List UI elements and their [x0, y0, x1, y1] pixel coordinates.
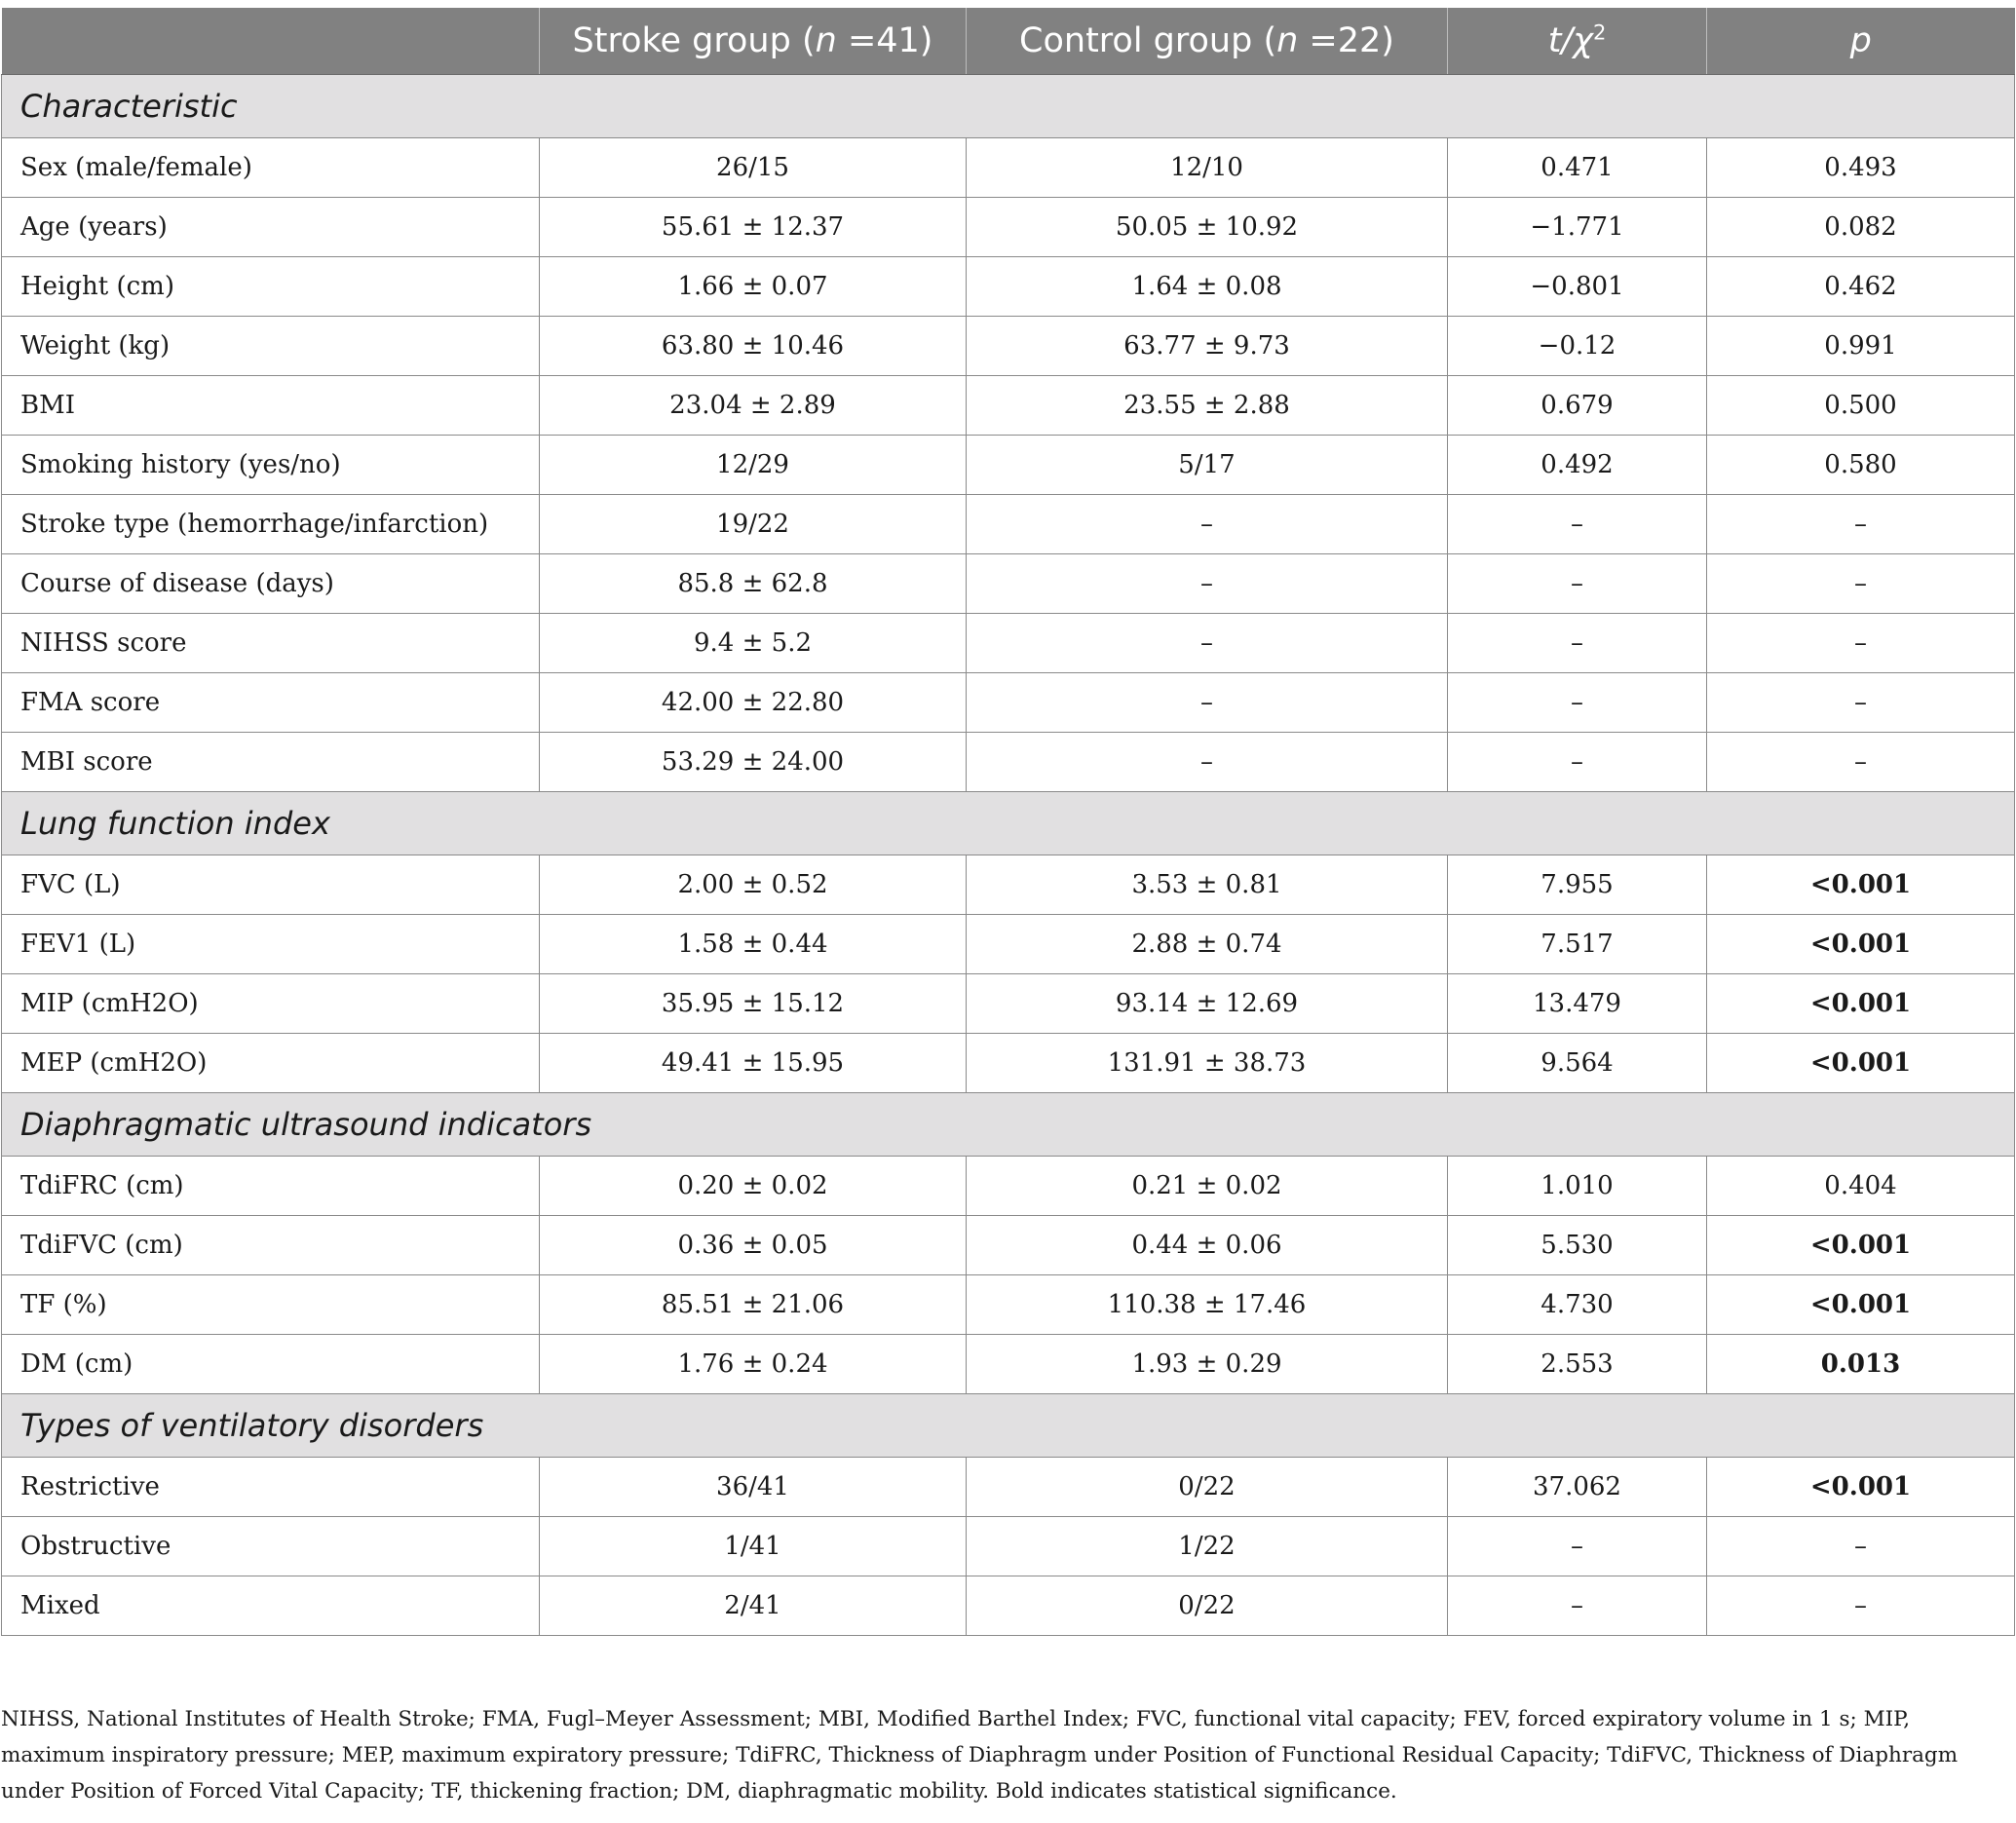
header-blank [2, 8, 540, 75]
statistic-value: – [1448, 673, 1707, 733]
p-value: 0.493 [1707, 138, 2015, 198]
header-control-n: n [1276, 21, 1299, 60]
p-value: – [1707, 673, 2015, 733]
table-row [2, 495, 2015, 554]
stroke-value: 1.66 ± 0.07 [540, 257, 967, 317]
section-row [2, 792, 2015, 855]
header-stroke-group [540, 8, 967, 75]
row-label: Restrictive [2, 1458, 540, 1517]
stroke-value: 19/22 [540, 495, 967, 554]
control-value: 0/22 [967, 1576, 1448, 1636]
statistic-value: 1.010 [1448, 1157, 1707, 1216]
p-value: <0.001 [1707, 1216, 2015, 1275]
table-row [2, 614, 2015, 673]
results-table-container [1, 8, 2014, 1636]
table-row [2, 1458, 2015, 1517]
statistic-value: −1.771 [1448, 198, 1707, 257]
p-value: <0.001 [1707, 1275, 2015, 1335]
p-value: – [1707, 733, 2015, 792]
table-row [2, 198, 2015, 257]
p-value: – [1707, 495, 2015, 554]
stroke-value: 36/41 [540, 1458, 967, 1517]
section-row [2, 1093, 2015, 1157]
stroke-value: 12/29 [540, 436, 967, 495]
control-value: 3.53 ± 0.81 [967, 855, 1448, 915]
table-footnote: NIHSS, National Institutes of Health Stroke; FMA, Fugl–Meyer Assessment; MBI, Modified Barthel Index; FVC, functional vital capacity; FEV, forced expiratory volume in 1 s; MIP, maximum inspiratory pressure; MEP, maximum expiratory pressure; TdiFRC, Thickness of Diaphragm under Position of Functional Residual Capacity; TdiFVC, Thickness of Diaphragm under Position of Forced Vital Capacity; TF, thickening fraction; DM, diaphragmatic mobility. Bold indicates statistical significance. [1, 1707, 1959, 1804]
stroke-value: 2.00 ± 0.52 [540, 855, 967, 915]
row-label: Age (years) [2, 198, 540, 257]
statistic-value: 2.553 [1448, 1335, 1707, 1394]
statistic-value: −0.801 [1448, 257, 1707, 317]
stroke-value: 1/41 [540, 1517, 967, 1576]
p-value: – [1707, 1576, 2015, 1636]
control-value: 5/17 [967, 436, 1448, 495]
row-label: BMI [2, 376, 540, 436]
p-value: 0.082 [1707, 198, 2015, 257]
table-row [2, 257, 2015, 317]
header-chi-sup: 2 [1592, 20, 1607, 45]
section-title: Characteristic [2, 75, 2015, 138]
table-row [2, 138, 2015, 198]
table-row [2, 915, 2015, 974]
row-label: Sex (male/female) [2, 138, 540, 198]
p-value: <0.001 [1707, 974, 2015, 1034]
statistic-value: 7.517 [1448, 915, 1707, 974]
control-value: 131.91 ± 38.73 [967, 1034, 1448, 1093]
row-label: Stroke type (hemorrhage/infarction) [2, 495, 540, 554]
header-control-pre: Control group ( [1019, 21, 1277, 60]
stroke-value: 2/41 [540, 1576, 967, 1636]
control-value: 50.05 ± 10.92 [967, 198, 1448, 257]
p-value: <0.001 [1707, 1458, 2015, 1517]
table-row [2, 1576, 2015, 1636]
control-value: 1.93 ± 0.29 [967, 1335, 1448, 1394]
table-row [2, 1034, 2015, 1093]
row-label: Height (cm) [2, 257, 540, 317]
stroke-value: 85.8 ± 62.8 [540, 554, 967, 614]
header-p-value: p [1707, 8, 2015, 75]
statistic-value: – [1448, 495, 1707, 554]
statistic-value: – [1448, 1517, 1707, 1576]
row-label: TdiFRC (cm) [2, 1157, 540, 1216]
row-label: Smoking history (yes/no) [2, 436, 540, 495]
table-row [2, 974, 2015, 1034]
p-value: – [1707, 1517, 2015, 1576]
header-t: t [1547, 21, 1562, 60]
section-row [2, 1394, 2015, 1458]
table-row [2, 1157, 2015, 1216]
table-row [2, 317, 2015, 376]
stroke-value: 1.76 ± 0.24 [540, 1335, 967, 1394]
control-value: 0.21 ± 0.02 [967, 1157, 1448, 1216]
row-label: MEP (cmH2O) [2, 1034, 540, 1093]
control-value: 93.14 ± 12.69 [967, 974, 1448, 1034]
table-row [2, 376, 2015, 436]
table-row [2, 855, 2015, 915]
stroke-value: 0.20 ± 0.02 [540, 1157, 967, 1216]
p-value: <0.001 [1707, 855, 2015, 915]
stroke-value: 26/15 [540, 138, 967, 198]
statistic-value: 0.679 [1448, 376, 1707, 436]
control-value: 2.88 ± 0.74 [967, 915, 1448, 974]
control-value: – [967, 673, 1448, 733]
stroke-value: 85.51 ± 21.06 [540, 1275, 967, 1335]
row-label: TF (%) [2, 1275, 540, 1335]
stroke-value: 23.04 ± 2.89 [540, 376, 967, 436]
p-value: 0.991 [1707, 317, 2015, 376]
stroke-value: 9.4 ± 5.2 [540, 614, 967, 673]
stroke-value: 35.95 ± 15.12 [540, 974, 967, 1034]
section-title: Diaphragmatic ultrasound indicators [2, 1093, 2015, 1157]
stroke-value: 0.36 ± 0.05 [540, 1216, 967, 1275]
statistic-value: 13.479 [1448, 974, 1707, 1034]
statistic-value: 37.062 [1448, 1458, 1707, 1517]
row-label: Course of disease (days) [2, 554, 540, 614]
statistic-value: 9.564 [1448, 1034, 1707, 1093]
p-value: <0.001 [1707, 915, 2015, 974]
statistic-value: −0.12 [1448, 317, 1707, 376]
statistic-value: 0.471 [1448, 138, 1707, 198]
control-value: 110.38 ± 17.46 [967, 1275, 1448, 1335]
row-label: Mixed [2, 1576, 540, 1636]
table-row [2, 1216, 2015, 1275]
control-value: – [967, 733, 1448, 792]
section-title: Types of ventilatory disorders [2, 1394, 2015, 1458]
row-label: TdiFVC (cm) [2, 1216, 540, 1275]
section-title: Lung function index [2, 792, 2015, 855]
row-label: NIHSS score [2, 614, 540, 673]
table-row [2, 436, 2015, 495]
p-value: 0.580 [1707, 436, 2015, 495]
header-chi: /χ [1561, 21, 1593, 60]
statistic-value: – [1448, 614, 1707, 673]
row-label: MIP (cmH2O) [2, 974, 540, 1034]
control-value: 23.55 ± 2.88 [967, 376, 1448, 436]
row-label: FMA score [2, 673, 540, 733]
control-value: 1/22 [967, 1517, 1448, 1576]
control-value: 1.64 ± 0.08 [967, 257, 1448, 317]
row-label: MBI score [2, 733, 540, 792]
header-control-post: =22) [1298, 21, 1394, 60]
stroke-value: 55.61 ± 12.37 [540, 198, 967, 257]
control-value: – [967, 495, 1448, 554]
control-value: – [967, 554, 1448, 614]
control-value: 63.77 ± 9.73 [967, 317, 1448, 376]
p-value: <0.001 [1707, 1034, 2015, 1093]
statistic-value: – [1448, 1576, 1707, 1636]
row-label: Weight (kg) [2, 317, 540, 376]
p-value: 0.013 [1707, 1335, 2015, 1394]
control-value: 12/10 [967, 138, 1448, 198]
control-value: – [967, 614, 1448, 673]
statistic-value: 5.530 [1448, 1216, 1707, 1275]
p-value: 0.404 [1707, 1157, 2015, 1216]
control-value: 0/22 [967, 1458, 1448, 1517]
statistic-value: 4.730 [1448, 1275, 1707, 1335]
stroke-value: 53.29 ± 24.00 [540, 733, 967, 792]
stroke-value: 1.58 ± 0.44 [540, 915, 967, 974]
row-label: Obstructive [2, 1517, 540, 1576]
row-label: FVC (L) [2, 855, 540, 915]
statistic-value: – [1448, 554, 1707, 614]
table-header-row [2, 8, 2015, 75]
table-row [2, 733, 2015, 792]
table-body [2, 75, 2015, 1636]
header-stroke-pre: Stroke group ( [572, 21, 816, 60]
row-label: FEV1 (L) [2, 915, 540, 974]
p-value: – [1707, 614, 2015, 673]
statistic-value: – [1448, 733, 1707, 792]
p-value: – [1707, 554, 2015, 614]
stroke-value: 42.00 ± 22.80 [540, 673, 967, 733]
header-stroke-post: =41) [836, 21, 933, 60]
header-stroke-n: n [815, 21, 837, 60]
section-row [2, 75, 2015, 138]
p-value: 0.500 [1707, 376, 2015, 436]
results-table [1, 8, 2015, 1636]
control-value: 0.44 ± 0.06 [967, 1216, 1448, 1275]
statistic-value: 7.955 [1448, 855, 1707, 915]
table-row [2, 1335, 2015, 1394]
stroke-value: 63.80 ± 10.46 [540, 317, 967, 376]
p-value: 0.462 [1707, 257, 2015, 317]
table-row [2, 1275, 2015, 1335]
table-row [2, 673, 2015, 733]
header-test-statistic [1448, 8, 1707, 75]
statistic-value: 0.492 [1448, 436, 1707, 495]
row-label: DM (cm) [2, 1335, 540, 1394]
table-row [2, 1517, 2015, 1576]
header-control-group [967, 8, 1448, 75]
table-row [2, 554, 2015, 614]
stroke-value: 49.41 ± 15.95 [540, 1034, 967, 1093]
